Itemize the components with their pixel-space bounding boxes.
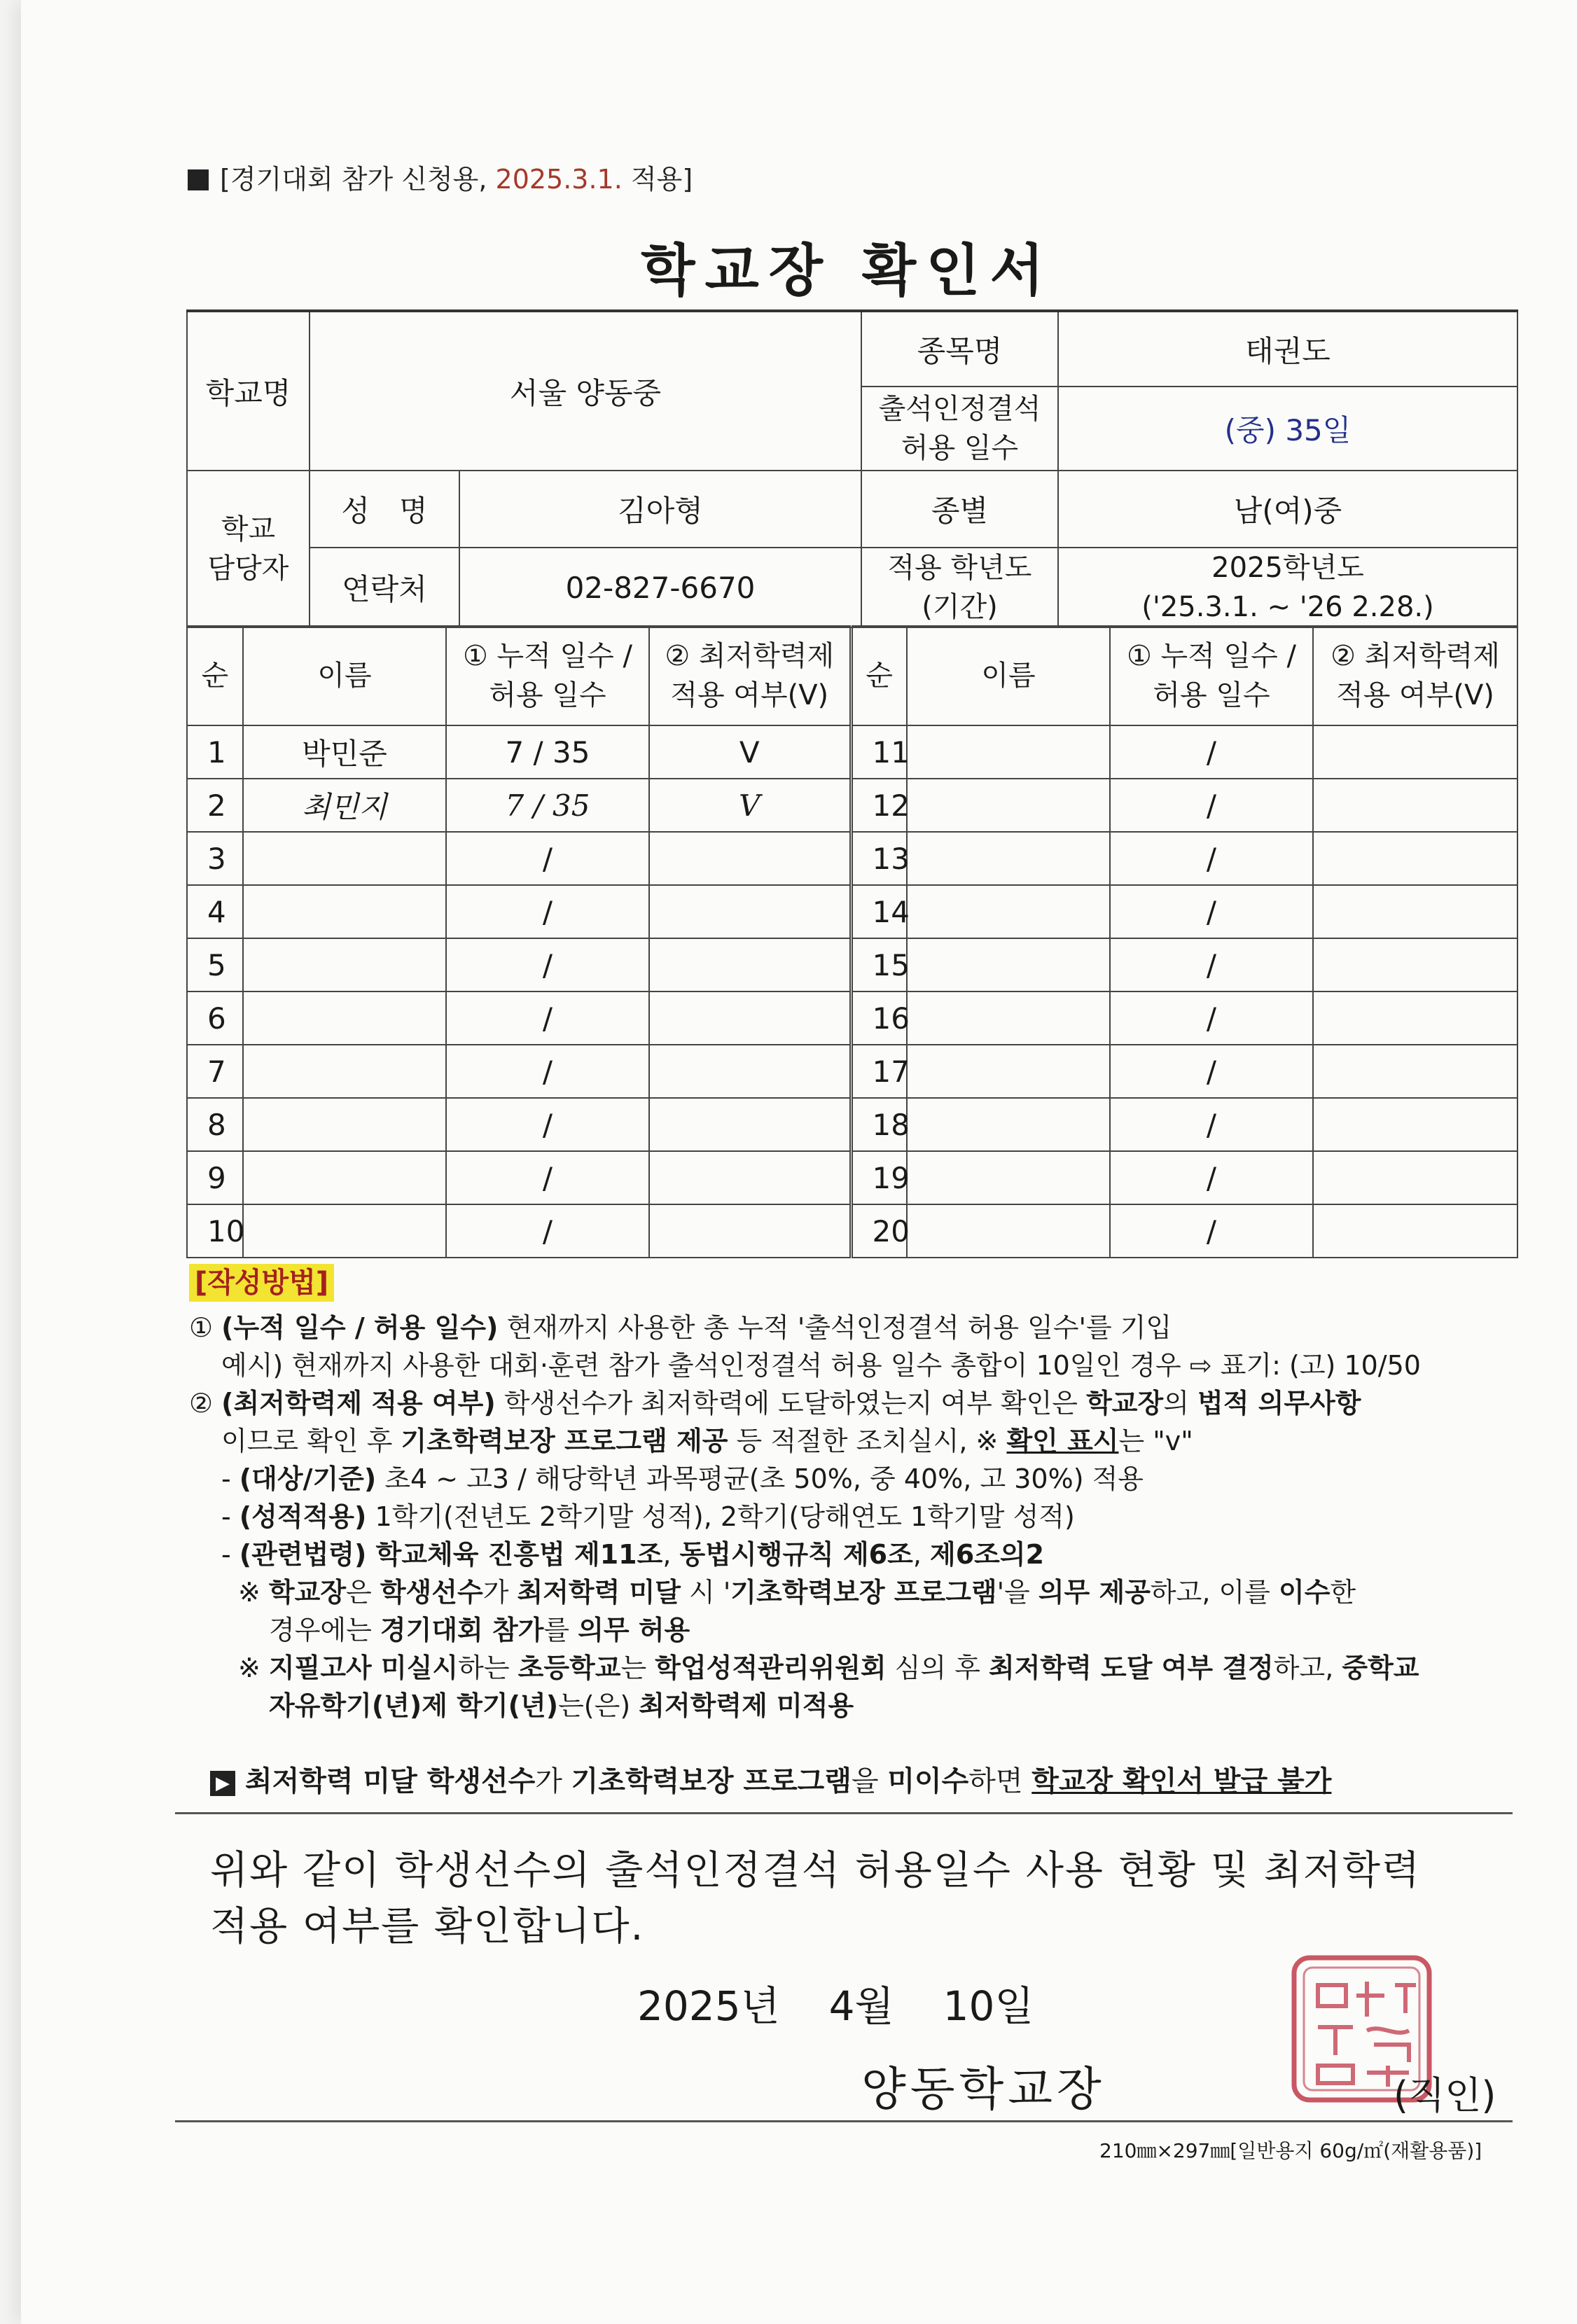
gender-label: 종별	[861, 471, 1058, 548]
student-days-cell: 7 / 35	[446, 725, 649, 779]
student-no-cell: 12	[851, 779, 907, 832]
student-name-cell	[907, 1098, 1110, 1151]
student-days-cell: /	[1110, 1204, 1313, 1258]
student-min-cell	[649, 991, 851, 1045]
seal-label: (직인)	[1394, 2073, 1496, 2117]
instruction-line: - (성적적용) 1학기(전년도 2학기말 성적), 2학기(당해연도 1학기말 성적)	[221, 1501, 1075, 1532]
instruction-line: 자유학기(년)제 학기(년)는(은) 최저학력제 미적용	[269, 1690, 854, 1721]
student-days-cell: /	[1110, 885, 1313, 938]
sport-label: 종목명	[861, 311, 1058, 387]
principal-name: 양동학교장	[861, 2062, 1106, 2116]
student-no-cell: 2	[187, 779, 243, 832]
document-paper	[21, 0, 1577, 2324]
student-days-cell: /	[1110, 1098, 1313, 1151]
student-no-cell: 7	[187, 1045, 243, 1098]
arrow-right-icon: ▶	[210, 1771, 235, 1796]
info-table	[186, 309, 1518, 628]
student-days-cell: /	[446, 885, 649, 938]
year-value: 2025학년도 ('25.3.1. ~ '26 2.28.)	[1058, 548, 1517, 627]
allowed-days-label: 출석인정결석 허용 일수	[861, 387, 1058, 471]
table-row	[187, 885, 1517, 938]
student-name-cell: 박민준	[243, 725, 446, 779]
student-min-cell	[649, 1098, 851, 1151]
student-min-cell	[649, 1204, 851, 1258]
student-days-cell: /	[446, 938, 649, 991]
student-no-cell: 10	[187, 1204, 243, 1258]
student-days-cell: /	[446, 1204, 649, 1258]
student-min-cell	[1313, 1204, 1517, 1258]
table-row	[187, 779, 1517, 832]
student-days-cell: /	[1110, 725, 1313, 779]
header-no: 순	[851, 626, 907, 725]
instruction-line: - (대상/기준) 초4 ~ 고3 / 해당학년 과목평균(초 50%, 중 40%, 고 30%) 적용	[221, 1463, 1144, 1494]
header-name: 이름	[907, 626, 1110, 725]
student-min-cell	[1313, 885, 1517, 938]
student-name-cell	[907, 991, 1110, 1045]
student-name-cell	[243, 832, 446, 885]
table-row	[187, 725, 1517, 779]
name-value: 김아형	[459, 471, 861, 548]
header-no: 순	[187, 626, 243, 725]
student-days-cell: /	[1110, 1151, 1313, 1204]
student-min-cell	[649, 885, 851, 938]
header-days: ① 누적 일수 / 허용 일수	[446, 626, 649, 725]
student-days-cell: /	[446, 832, 649, 885]
table-row	[187, 938, 1517, 991]
student-days-cell: /	[446, 1098, 649, 1151]
student-no-cell: 15	[851, 938, 907, 991]
student-name-cell	[243, 991, 446, 1045]
student-min-cell	[1313, 991, 1517, 1045]
student-min-cell	[1313, 832, 1517, 885]
table-row	[187, 1204, 1517, 1258]
student-name-cell	[243, 885, 446, 938]
school-label: 학교명	[187, 311, 310, 471]
student-no-cell: 18	[851, 1098, 907, 1151]
paper-spec: 210㎜×297㎜[일반용지 60g/㎡(재활용품)]	[1099, 2139, 1482, 2162]
student-name-cell	[243, 938, 446, 991]
page-title: 학교장 확인서	[641, 238, 1054, 303]
confirmation-text: 위와 같이 학생선수의 출석인정결석 허용일수 사용 현황 및 최저학력 적용 여부를 확인합니다.	[210, 1848, 1422, 1949]
student-name-cell	[907, 779, 1110, 832]
allowed-days-value: (중) 35일	[1058, 387, 1517, 471]
student-name-cell	[907, 885, 1110, 938]
student-no-cell: 5	[187, 938, 243, 991]
student-days-cell: /	[1110, 938, 1313, 991]
student-no-cell: 4	[187, 885, 243, 938]
header-days: ① 누적 일수 / 허용 일수	[1110, 626, 1313, 725]
student-no-cell: 9	[187, 1151, 243, 1204]
student-no-cell: 16	[851, 991, 907, 1045]
student-days-cell: /	[1110, 1045, 1313, 1098]
application-date: 2025.3.1.	[495, 164, 623, 195]
student-name-cell: 최민지	[243, 779, 446, 832]
student-days-cell: /	[1110, 991, 1313, 1045]
student-name-cell	[907, 725, 1110, 779]
student-no-cell: 6	[187, 991, 243, 1045]
contact-value: 02-827-6670	[459, 548, 861, 627]
table-row	[187, 991, 1517, 1045]
student-min-cell	[649, 938, 851, 991]
header-min-level: ② 최저학력제 적용 여부(V)	[649, 626, 851, 725]
header-name: 이름	[243, 626, 446, 725]
student-no-cell: 11	[851, 725, 907, 779]
divider	[175, 1812, 1513, 1814]
student-table	[186, 625, 1518, 1258]
instruction-line: 경우에는 경기대회 참가를 의무 허용	[269, 1615, 690, 1645]
student-min-cell	[1313, 779, 1517, 832]
student-no-cell: 14	[851, 885, 907, 938]
student-min-cell	[649, 1151, 851, 1204]
student-name-cell	[907, 1151, 1110, 1204]
instruction-line: - (관련법령) 학교체육 진흥법 제11조, 동법시행규칙 제6조, 제6조의2	[221, 1539, 1045, 1570]
instruction-line: 이므로 확인 후 기초학력보장 프로그램 제공 등 적절한 조치실시, ※ 확인 표시는 "v"	[221, 1426, 1193, 1456]
square-bullet-icon	[188, 169, 209, 190]
application-note: [경기대회 참가 신청용, 2025.3.1. 적용]	[188, 158, 693, 196]
student-min-cell	[1313, 1151, 1517, 1204]
student-min-cell	[649, 1045, 851, 1098]
table-row	[187, 832, 1517, 885]
divider	[175, 2120, 1513, 2122]
student-no-cell: 3	[187, 832, 243, 885]
instruction-line: ② (최저학력제 적용 여부) 학생선수가 최저학력에 도달하였는지 여부 확인은 학교장의 법적 의무사항	[189, 1388, 1361, 1419]
instruction-line: 예시) 현재까지 사용한 대회·훈련 참가 출석인정결석 허용 일수 총합이 10일인 경우 ⇨ 표기: (고) 10/50	[221, 1350, 1421, 1381]
student-days-cell: /	[1110, 832, 1313, 885]
student-min-cell: V	[649, 779, 851, 832]
warning-line: ▶ 최저학력 미달 학생선수가 기초학력보장 프로그램을 미이수하면 학교장 확인서 발급 불가	[210, 1759, 1331, 1799]
student-days-cell: /	[446, 1045, 649, 1098]
student-no-cell: 17	[851, 1045, 907, 1098]
student-no-cell: 13	[851, 832, 907, 885]
school-value: 서울 양동중	[310, 311, 861, 471]
instruction-line: ※ 학교장은 학생선수가 최저학력 미달 시 '기초학력보장 프로그램'을 의무 제공하고, 이를 이수한	[238, 1577, 1356, 1608]
student-no-cell: 19	[851, 1151, 907, 1204]
student-min-cell	[1313, 1045, 1517, 1098]
signature-date: 2025년 4월 10일	[637, 1982, 1034, 2030]
student-days-cell: /	[446, 1151, 649, 1204]
student-no-cell: 1	[187, 725, 243, 779]
manager-label: 학교 담당자	[187, 471, 310, 627]
sport-value: 태권도	[1058, 311, 1517, 387]
instructions-heading: [작성방법]	[189, 1264, 334, 1302]
gender-value: 남(여)중	[1058, 471, 1517, 548]
student-name-cell	[243, 1151, 446, 1204]
student-table-header	[187, 626, 1517, 725]
year-label: 적용 학년도 (기간)	[861, 548, 1058, 627]
table-row	[187, 1151, 1517, 1204]
student-min-cell	[1313, 938, 1517, 991]
student-days-cell: /	[1110, 779, 1313, 832]
student-min-cell	[1313, 725, 1517, 779]
student-no-cell: 8	[187, 1098, 243, 1151]
student-days-cell: /	[446, 991, 649, 1045]
instruction-line: ※ 지필고사 미실시하는 초등학교는 학업성적관리위원회 심의 후 최저학력 도달 여부 결정하고, 중학교	[238, 1652, 1419, 1683]
name-label: 성 명	[310, 471, 459, 548]
header-min-level: ② 최저학력제 적용 여부(V)	[1313, 626, 1517, 725]
student-min-cell	[1313, 1098, 1517, 1151]
student-min-cell	[649, 832, 851, 885]
instructions	[189, 1264, 1520, 1725]
student-no-cell: 20	[851, 1204, 907, 1258]
student-days-cell: 7 / 35	[446, 779, 649, 832]
student-name-cell	[907, 938, 1110, 991]
student-name-cell	[907, 832, 1110, 885]
student-name-cell	[907, 1204, 1110, 1258]
student-name-cell	[907, 1045, 1110, 1098]
table-row	[187, 1045, 1517, 1098]
instruction-line: ① (누적 일수 / 허용 일수) 현재까지 사용한 총 누적 '출석인정결석 허용 일수'를 기입	[189, 1312, 1172, 1343]
contact-label: 연락처	[310, 548, 459, 627]
student-name-cell	[243, 1204, 446, 1258]
student-name-cell	[243, 1045, 446, 1098]
student-min-cell: V	[649, 725, 851, 779]
student-name-cell	[243, 1098, 446, 1151]
table-row	[187, 1098, 1517, 1151]
